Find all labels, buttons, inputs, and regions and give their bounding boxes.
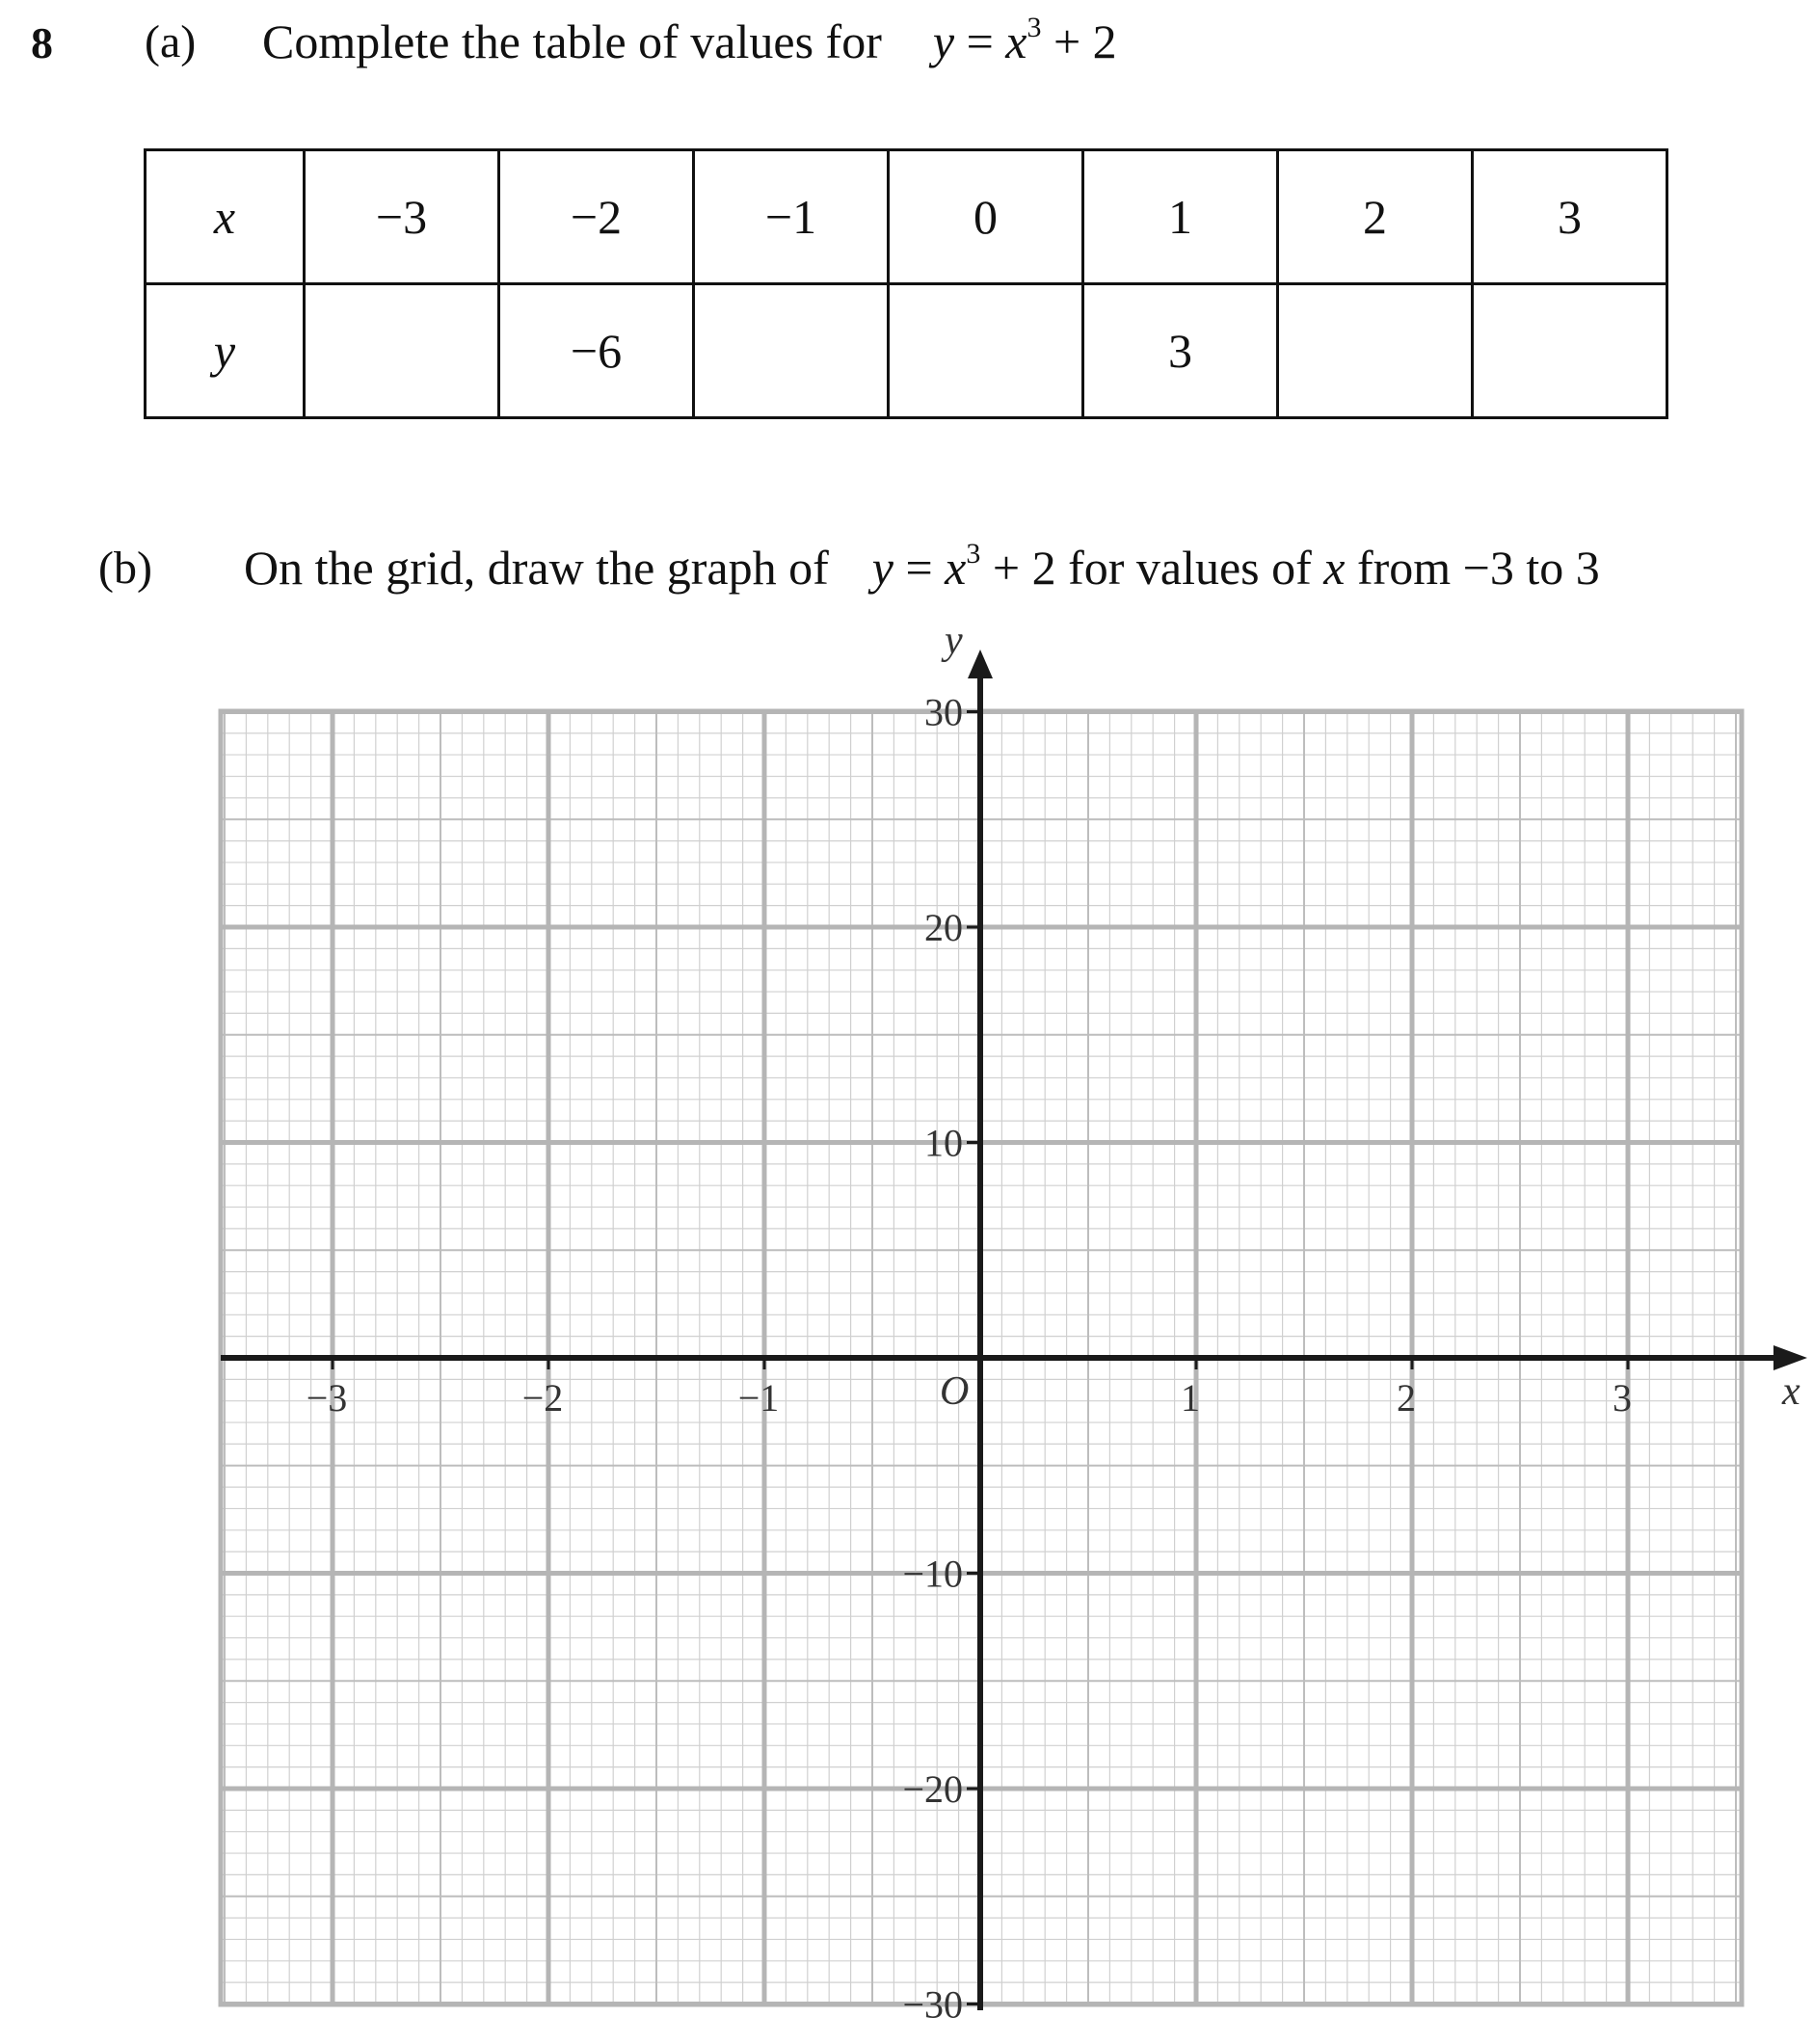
- part-a-text: Complete the table of values for: [262, 14, 882, 68]
- part-b-label: (b): [98, 543, 152, 594]
- x-tick-label: −1: [737, 1376, 780, 1420]
- y-tick-label: −30: [902, 1982, 963, 2027]
- x-value-cell: 0: [889, 150, 1083, 284]
- part-a-eq-equals: =: [954, 14, 1006, 68]
- x-tick-label: −3: [306, 1376, 348, 1420]
- y-tick-label: 10: [924, 1121, 963, 1165]
- x-axis-arrowhead: [1773, 1345, 1807, 1370]
- part-a-label: (a): [145, 16, 197, 67]
- part-b-eq-equals: =: [893, 541, 946, 595]
- origin-label: O: [940, 1369, 970, 1414]
- part-b-text: On the grid, draw the graph of: [244, 541, 829, 595]
- x-tick-label: 3: [1613, 1376, 1632, 1420]
- x-value-cell: −3: [305, 150, 499, 284]
- y-tick-label: 20: [924, 906, 963, 949]
- x-tick-label: 1: [1181, 1376, 1200, 1420]
- x-axis-label: x: [1782, 1369, 1800, 1414]
- part-a-eq-exponent: 3: [1026, 12, 1042, 43]
- x-tick-label: 2: [1397, 1376, 1416, 1420]
- part-b-text-range-1: for values of: [1055, 541, 1324, 595]
- y-tick-label: −10: [902, 1552, 963, 1596]
- y-axis-arrowhead: [968, 650, 993, 678]
- x-value-cell: 2: [1278, 150, 1473, 284]
- y-value-cell: 3: [1083, 284, 1278, 418]
- part-a-eq-x: x: [1005, 14, 1027, 68]
- x-value-cell: −2: [499, 150, 694, 284]
- y-tick-label: 30: [924, 690, 963, 734]
- y-row-header: y: [146, 284, 305, 418]
- part-b-eq-y: y: [871, 541, 893, 595]
- x-row-header: x: [146, 150, 305, 284]
- part-b-text-range-2: from −3 to 3: [1345, 541, 1600, 595]
- x-value-cell: 1: [1083, 150, 1278, 284]
- part-b-eq-x: x: [945, 541, 967, 595]
- y-value-cell: −6: [499, 284, 694, 418]
- x-value-cell: 3: [1473, 150, 1667, 284]
- part-a-eq-y: y: [932, 14, 955, 68]
- y-tick-label: −20: [902, 1767, 963, 1811]
- part-b-var-x: x: [1323, 541, 1346, 595]
- x-tick-label: −2: [521, 1376, 564, 1420]
- part-b-eq-exponent: 3: [966, 538, 981, 570]
- x-value-cell: −1: [694, 150, 889, 284]
- y-axis-label: y: [945, 619, 963, 663]
- question-number: 8: [31, 18, 53, 67]
- part-a-eq-constant: + 2: [1041, 14, 1117, 68]
- part-b-eq-constant: + 2: [980, 541, 1056, 595]
